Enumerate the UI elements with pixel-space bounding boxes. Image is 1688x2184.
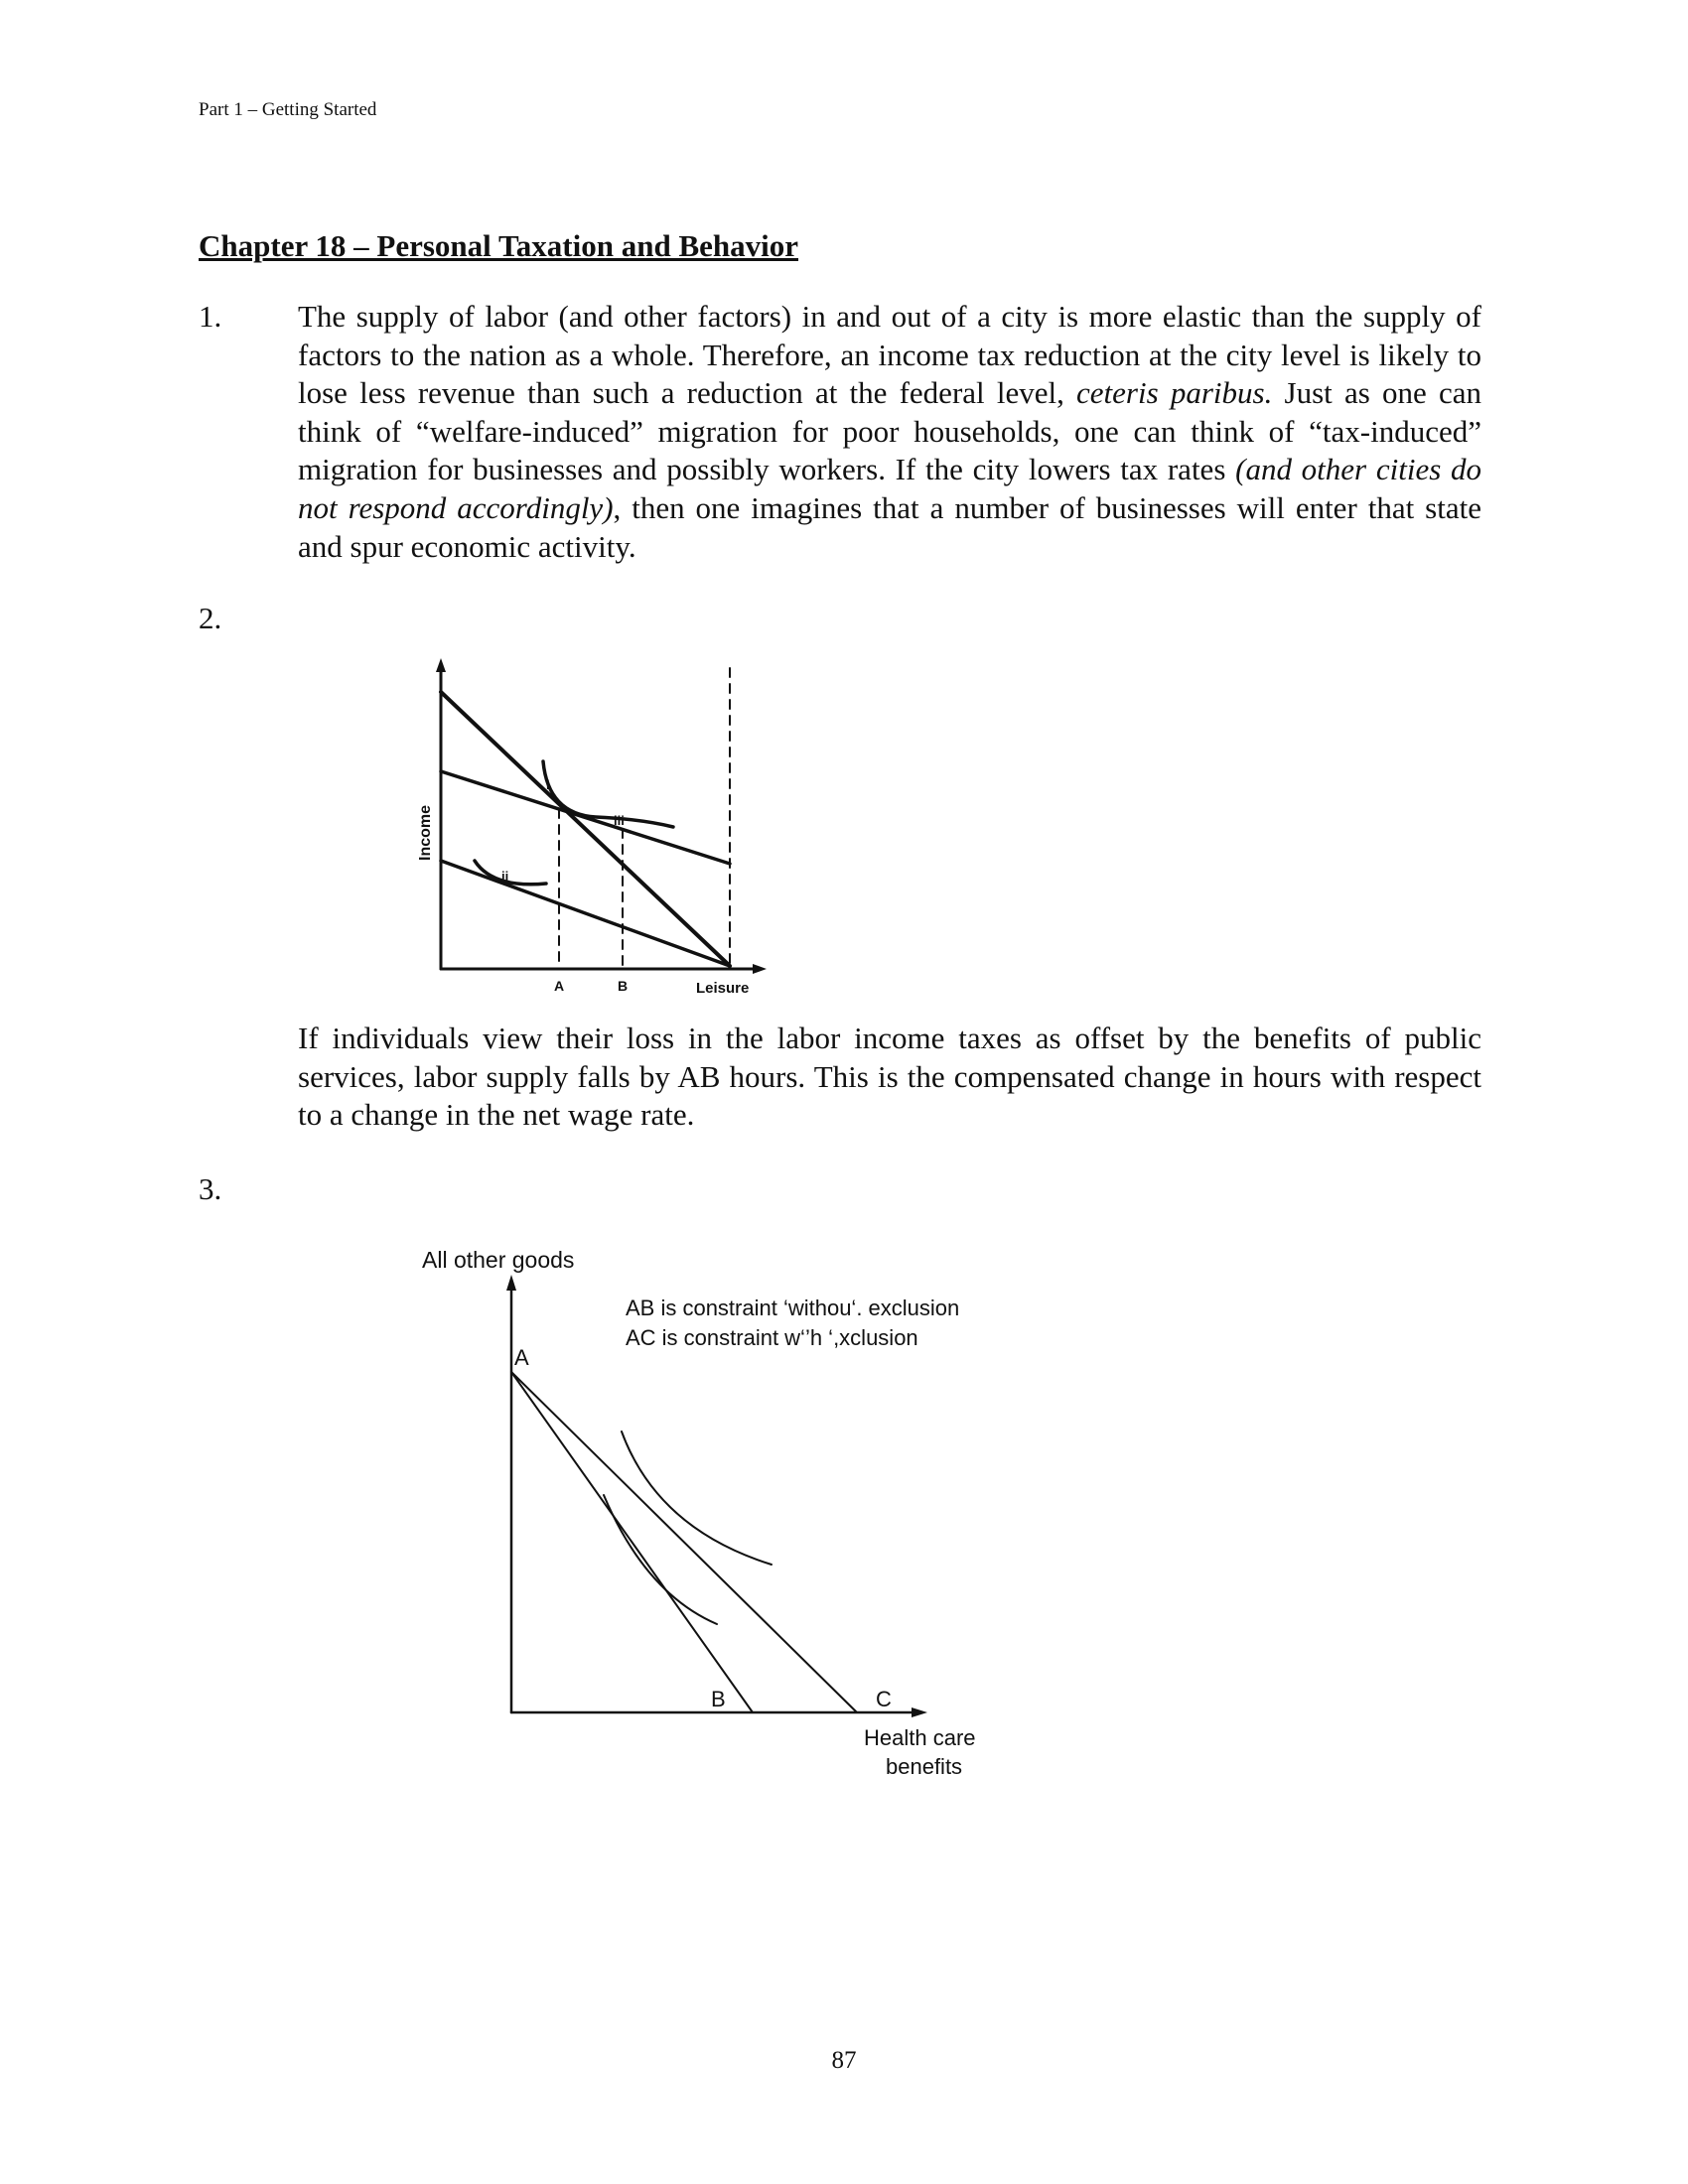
health-care-diagram <box>397 1211 1033 1807</box>
item-1-text-a: The supply of labor (and other factors) in and out of a city is more elastic than the supply of factors to the nation as a whole. Therefore, an income tax reduction at the city level is likely to lose less revenue than such a reduction at the federal level, <box>298 299 1481 411</box>
indifference-curve-upper <box>622 1432 772 1565</box>
x-axis-arrow-icon <box>753 964 767 974</box>
tick-label-a: A <box>554 978 565 994</box>
item-1-text-b: ceteris paribus. <box>1076 375 1273 411</box>
x-axis-arrow-icon <box>912 1707 927 1717</box>
indifference-curve-upper <box>543 761 673 827</box>
point-label-i: i <box>546 777 550 792</box>
item-2-paragraph: If individuals view their loss in the labor income taxes as offset by the benefits of public services, labor supply falls by AB hours. This is the compensated change in hours with respect to a change in the net wage rate. <box>298 1021 1481 1133</box>
item-1-text-e: , then one imagines that a number of businesses will enter that state and spur economic activity. <box>298 489 1481 564</box>
point-label-ii: ii <box>501 869 509 884</box>
budget-line-flat-upper <box>441 771 730 864</box>
point-label-a: A <box>514 1345 529 1370</box>
y-axis-label: Income <box>417 804 434 861</box>
y-axis-arrow-icon <box>506 1275 516 1291</box>
budget-line-flat-lower <box>441 861 730 966</box>
x-axis-label-line-1: Health care <box>864 1725 976 1750</box>
chapter-title: Chapter 18 – Personal Taxation and Behavior <box>199 228 799 263</box>
y-axis-arrow-icon <box>436 658 446 672</box>
point-label-iii: iii <box>614 813 625 828</box>
figure-health-care <box>397 1211 1033 1807</box>
page-number: 87 <box>831 2047 857 2074</box>
legend-line-2: AC is constraint w‘’h ‘,xclusion <box>626 1325 918 1350</box>
constraint-ac <box>511 1372 857 1712</box>
indifference-curve-lower <box>475 861 546 885</box>
x-axis-label: Leisure <box>696 980 750 997</box>
running-header: Part 1 – Getting Started <box>199 99 377 120</box>
figure-income-leisure <box>397 650 794 998</box>
y-axis-label: All other goods <box>422 1247 575 1273</box>
item-number-1: 1. <box>199 299 222 334</box>
legend-line-1: AB is constraint ‘withou‘. exclusion <box>626 1296 960 1320</box>
point-label-c: C <box>876 1687 892 1711</box>
item-1-text-c: Just as one can think of “welfare-induced” migration for poor households, one can think of “tax-induced” migration for businesses and possibly workers. If the city lowers tax rates <box>298 375 1481 487</box>
point-label-b: B <box>711 1687 726 1711</box>
tick-label-b: B <box>618 978 629 994</box>
item-number-3: 3. <box>199 1171 222 1206</box>
item-1-paragraph <box>298 298 1481 566</box>
income-leisure-diagram <box>397 650 794 998</box>
item-number-2: 2. <box>199 601 222 635</box>
x-axis-label-line-2: benefits <box>886 1754 963 1779</box>
item-1-text-d: (and other cities do not respond accordingly) <box>298 452 1482 525</box>
indifference-curve-lower <box>604 1495 717 1624</box>
budget-line-steep <box>441 692 730 966</box>
